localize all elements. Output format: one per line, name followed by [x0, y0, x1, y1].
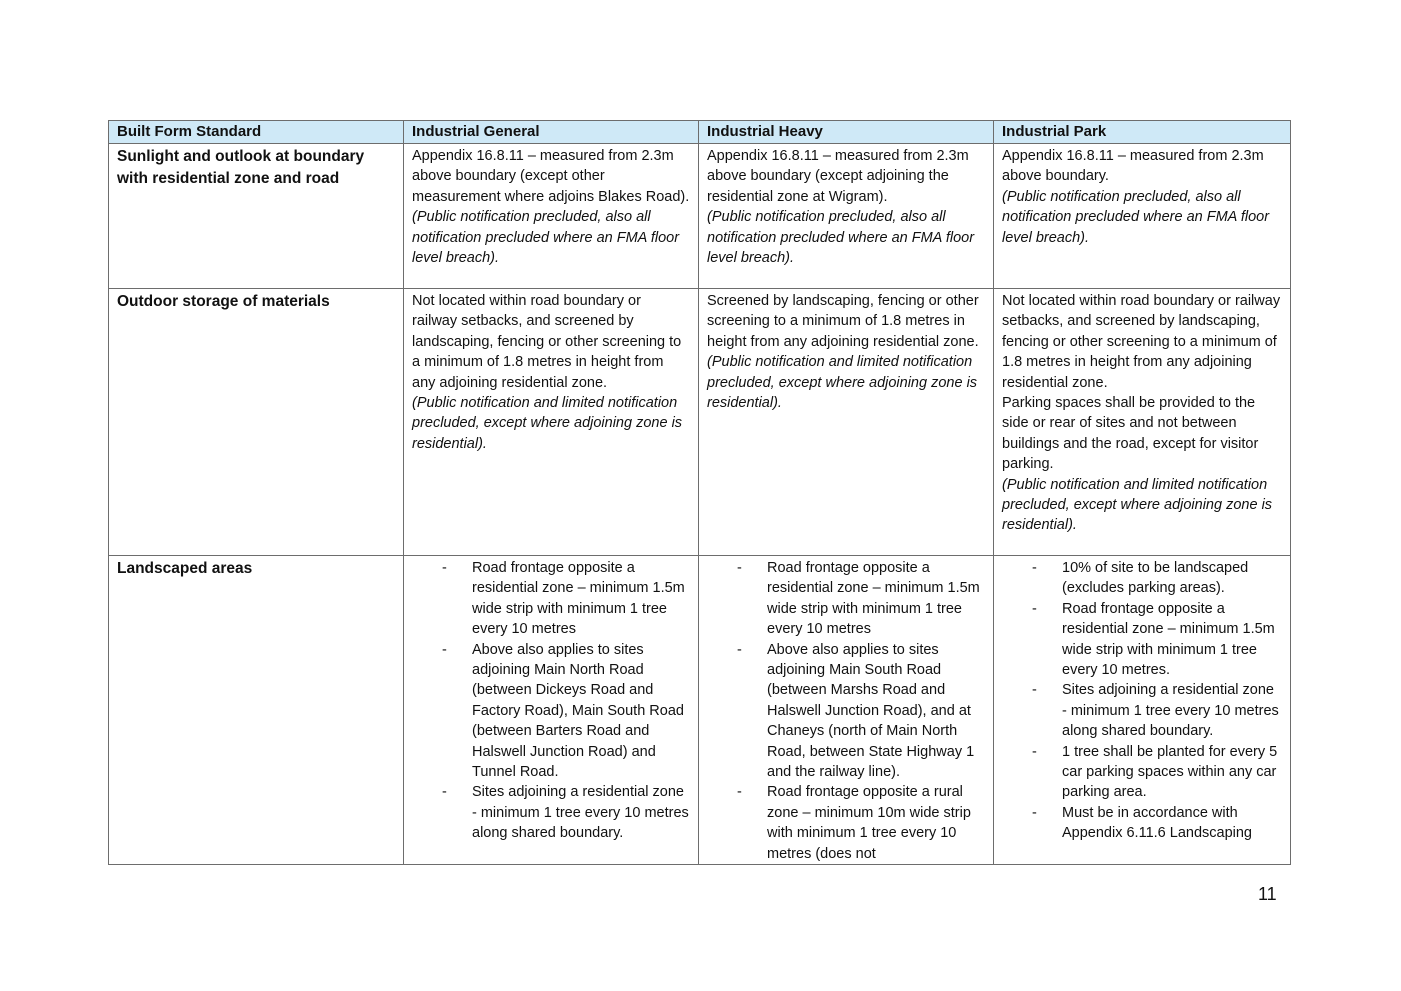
- table-row: [109, 289, 1291, 556]
- list-item: - 10% of site to be landscaped (excludes parking areas).: [1032, 560, 1249, 597]
- list-item: - Must be in accordance with Appendix 6.11.6 Landscaping: [1032, 804, 1252, 842]
- cell-sunlight-general: [404, 144, 699, 289]
- dash-bullet: -: [737, 784, 742, 801]
- dash-list: [1002, 558, 1282, 844]
- list-item: - Above also applies to sites adjoining Main South Road (between Marshs Road and Halswell Junction Road), and at Chaneys (north of Main North Road, between State Highway 1 and the railway line).: [737, 641, 975, 781]
- built-form-standards-table: [108, 120, 1291, 865]
- cell-text: Not located within road boundary or railway setbacks, and screened by landscaping, fencing or other screening to a minimum of 1.8 metres in height from any adjoining residential zone.: [1002, 293, 1281, 391]
- cell-text: Not located within road boundary or railway setbacks, and screened by landscaping, fencing or other screening to a minimum of 1.8 metres in height from any adjoining residential zone.: [412, 293, 682, 391]
- cell-italic-note: (Public notification precluded, also all notification precluded where an FMA floor level breach).: [1002, 188, 1270, 246]
- cell-italic-note: (Public notification precluded, also all notification precluded where an FMA floor level breach).: [412, 209, 680, 267]
- row-label-sunlight: Sunlight and outlook at boundary with residential zone and road: [109, 144, 404, 289]
- list-item: - Road frontage opposite a rural zone – minimum 10m wide strip with minimum 1 tree every 10 metres (does not: [737, 784, 971, 862]
- cell-sunlight-heavy: [699, 144, 994, 289]
- cell-italic-note: (Public notification and limited notification precluded, except where adjoining zone is residential).: [412, 395, 683, 452]
- dash-bullet: -: [442, 641, 447, 658]
- cell-landscaped-general: [404, 556, 699, 865]
- cell-text-parking: Parking spaces shall be provided to the side or rear of sites and not between buildings and the road, except for visitor parking.: [1002, 395, 1259, 473]
- dash-bullet: -: [1032, 560, 1037, 576]
- header-industrial-heavy: Industrial Heavy: [699, 121, 994, 144]
- dash-bullet: -: [1032, 804, 1037, 821]
- dash-bullet: -: [442, 784, 447, 801]
- header-industrial-general: Industrial General: [404, 121, 699, 144]
- cell-text: Appendix 16.8.11 – measured from 2.3m above boundary (except other measurement where adjoins Blakes Road).: [412, 148, 690, 205]
- dash-bullet: -: [1032, 682, 1037, 699]
- list-item: - 1 tree shall be planted for every 5 car parking spaces within any car parking area.: [1032, 743, 1278, 801]
- cell-text: Screened by landscaping, fencing or other screening to a minimum of 1.8 metres in height from any adjoining residential zone.: [707, 293, 979, 350]
- cell-landscaped-heavy: [699, 556, 994, 865]
- cell-storage-general: [404, 289, 699, 556]
- list-item: - Above also applies to sites adjoining Main North Road (between Dickeys Road and Factory Road), Main South Road (between Barters Road and Halswell Junction Road) and Tunnel Road.: [442, 641, 684, 781]
- cell-storage-park: [994, 289, 1291, 556]
- table-header-row: [109, 121, 1291, 144]
- page-number: 11: [1258, 884, 1277, 904]
- cell-italic-note: (Public notification and limited notification precluded, except where adjoining zone is residential).: [1002, 476, 1273, 534]
- dash-list: [707, 558, 985, 864]
- header-industrial-park: Industrial Park: [994, 121, 1291, 144]
- cell-text: Appendix 16.8.11 – measured from 2.3m above boundary (except adjoining the residential zone at Wigram).: [707, 148, 969, 205]
- cell-landscaped-park: [994, 556, 1291, 865]
- list-item: - Road frontage opposite a residential zone – minimum 1.5m wide strip with minimum 1 tree every 10 metres: [442, 560, 685, 638]
- list-item: - Road frontage opposite a residential zone – minimum 1.5m wide strip with minimum 1 tree every 10 metres: [737, 560, 980, 638]
- cell-sunlight-park: [994, 144, 1291, 289]
- table-row: [109, 144, 1291, 289]
- cell-text: Appendix 16.8.11 – measured from 2.3m above boundary.: [1002, 148, 1264, 185]
- list-item: - Road frontage opposite a residential zone – minimum 1.5m wide strip with minimum 1 tree every 10 metres.: [1032, 600, 1275, 679]
- cell-storage-heavy: [699, 289, 994, 556]
- dash-bullet: -: [1032, 743, 1037, 760]
- row-label-outdoor-storage: Outdoor storage of materials: [109, 289, 404, 556]
- header-built-form-standard: Built Form Standard: [109, 121, 404, 144]
- dash-list: [412, 558, 690, 844]
- list-item: - Sites adjoining a residential zone - minimum 1 tree every 10 metres along shared boundary.: [442, 784, 689, 842]
- cell-italic-note: (Public notification precluded, also all notification precluded where an FMA floor level breach).: [707, 209, 975, 267]
- dash-bullet: -: [442, 560, 447, 576]
- dash-bullet: -: [737, 641, 742, 658]
- cell-italic-note: (Public notification and limited notification precluded, except where adjoining zone is residential).: [707, 354, 978, 412]
- table-row: [109, 556, 1291, 865]
- row-label-landscaped-areas: Landscaped areas: [109, 556, 404, 865]
- list-item: - Sites adjoining a residential zone - minimum 1 tree every 10 metres along shared boundary.: [1032, 682, 1279, 740]
- dash-bullet: -: [737, 560, 742, 576]
- dash-bullet: -: [1032, 600, 1037, 617]
